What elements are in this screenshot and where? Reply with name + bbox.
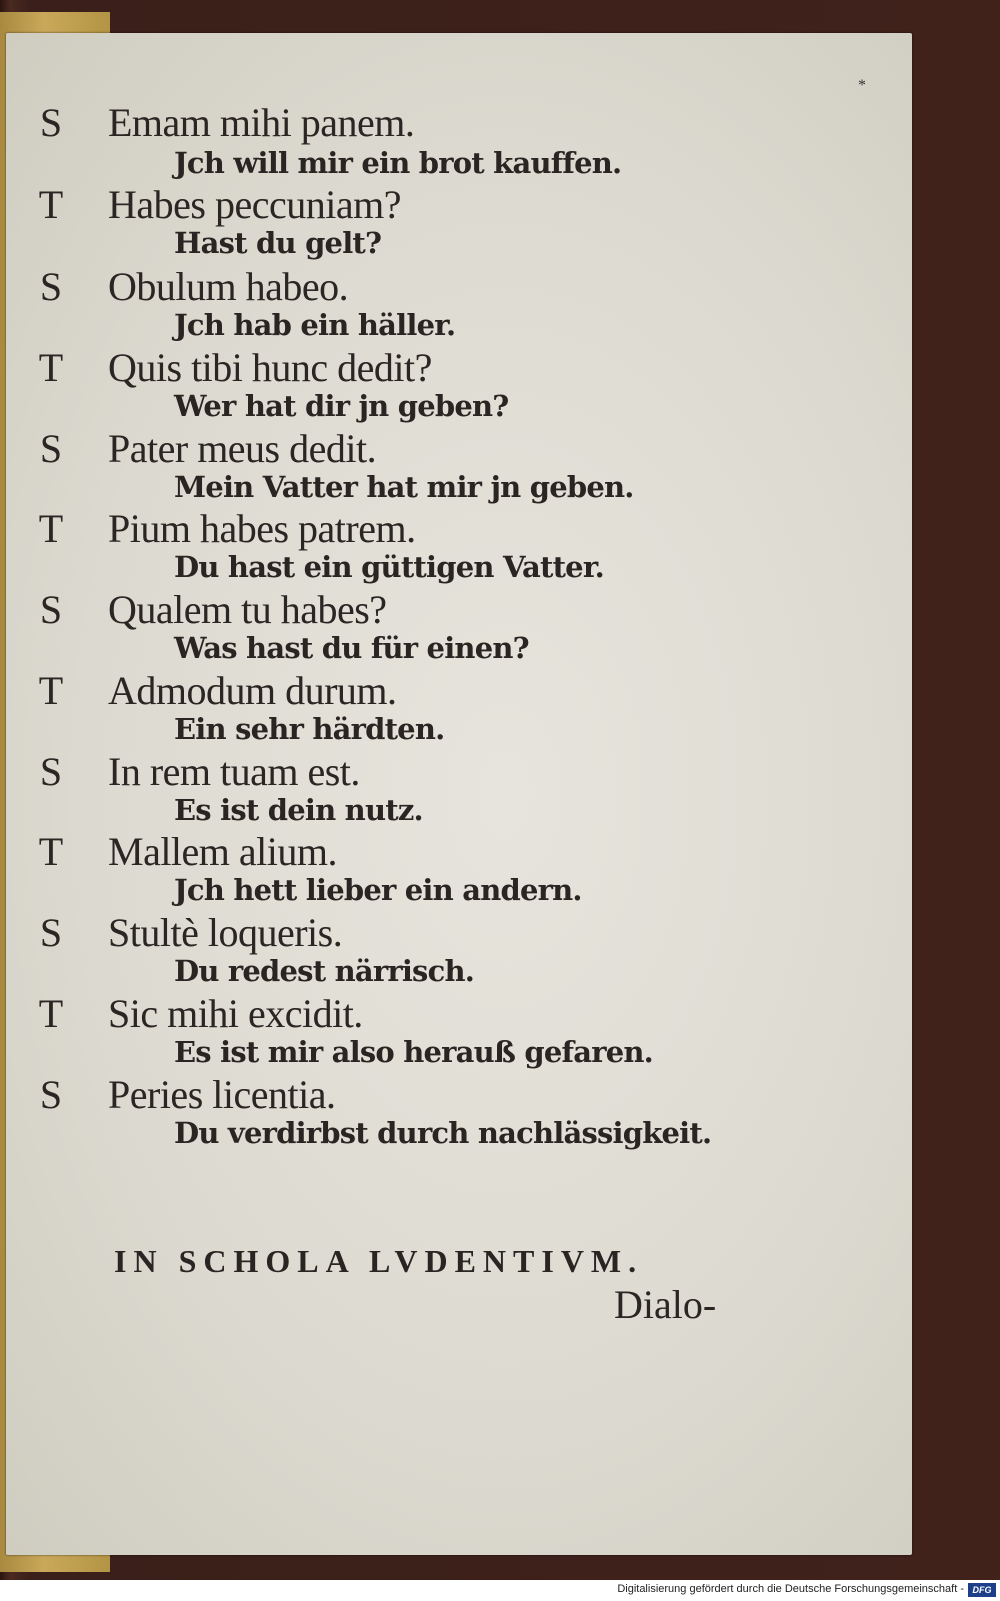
german-translation: Mein Vatter hat mir jn geben. — [174, 470, 634, 504]
latin-line: Peries licentia. — [108, 1072, 336, 1117]
speaker-label: S — [39, 100, 63, 145]
speaker-label: S — [39, 426, 63, 471]
german-translation: Was hast du für einen? — [174, 631, 529, 665]
latin-line: Quis tibi hunc dedit? — [108, 345, 432, 390]
latin-line: Emam mihi panem. — [108, 100, 415, 145]
section-heading: IN SCHOLA LVDENTIVM. — [114, 1243, 644, 1279]
german-translation: Jch will mir ein brot kauffen. — [174, 146, 622, 180]
speaker-label: T — [38, 182, 64, 227]
speaker-label: S — [39, 910, 63, 955]
latin-line: Obulum habeo. — [108, 264, 349, 309]
speaker-label: T — [38, 991, 64, 1036]
latin-line: Mallem alium. — [108, 829, 338, 874]
speaker-label: T — [38, 668, 64, 713]
german-translation: Jch hab ein häller. — [174, 308, 456, 342]
speaker-label: S — [39, 749, 63, 794]
german-translation: Es ist dein nutz. — [174, 793, 423, 827]
digitization-footer — [0, 1580, 1000, 1601]
speaker-label: T — [38, 506, 64, 551]
latin-line: Habes peccuniam? — [108, 182, 401, 227]
speaker-label: T — [38, 345, 64, 390]
latin-line: Pium habes patrem. — [108, 506, 416, 551]
german-translation: Wer hat dir jn geben? — [174, 389, 509, 423]
speaker-label: S — [39, 587, 63, 632]
dfg-logo-icon: DFG — [968, 1583, 996, 1597]
speaker-label: T — [38, 829, 64, 874]
latin-line: Admodum durum. — [108, 668, 397, 713]
book-page — [6, 33, 912, 1555]
german-translation: Jch hett lieber ein andern. — [174, 873, 582, 907]
latin-line: In rem tuam est. — [108, 749, 360, 794]
german-translation: Ein sehr härdten. — [174, 712, 445, 746]
latin-line: Stultè loqueris. — [108, 910, 343, 955]
latin-line: Sic mihi excidit. — [108, 991, 363, 1036]
page-mark: * — [858, 77, 866, 94]
german-translation: Hast du gelt? — [174, 226, 382, 260]
german-translation: Du verdirbst durch nachlässigkeit. — [174, 1116, 712, 1150]
catchword: Dialo- — [614, 1282, 717, 1327]
german-translation: Du redest närrisch. — [174, 954, 475, 988]
latin-line: Qualem tu habes? — [108, 587, 387, 632]
latin-line: Pater meus dedit. — [108, 426, 377, 471]
german-translation: Du hast ein güttigen Vatter. — [174, 550, 604, 584]
speaker-label: S — [39, 1072, 63, 1117]
funding-credit: Digitalisierung gefördert durch die Deutsche Forschungsgemeinschaft - — [617, 1583, 964, 1595]
speaker-label: S — [39, 264, 63, 309]
german-translation: Es ist mir also herauß gefaren. — [174, 1035, 653, 1069]
